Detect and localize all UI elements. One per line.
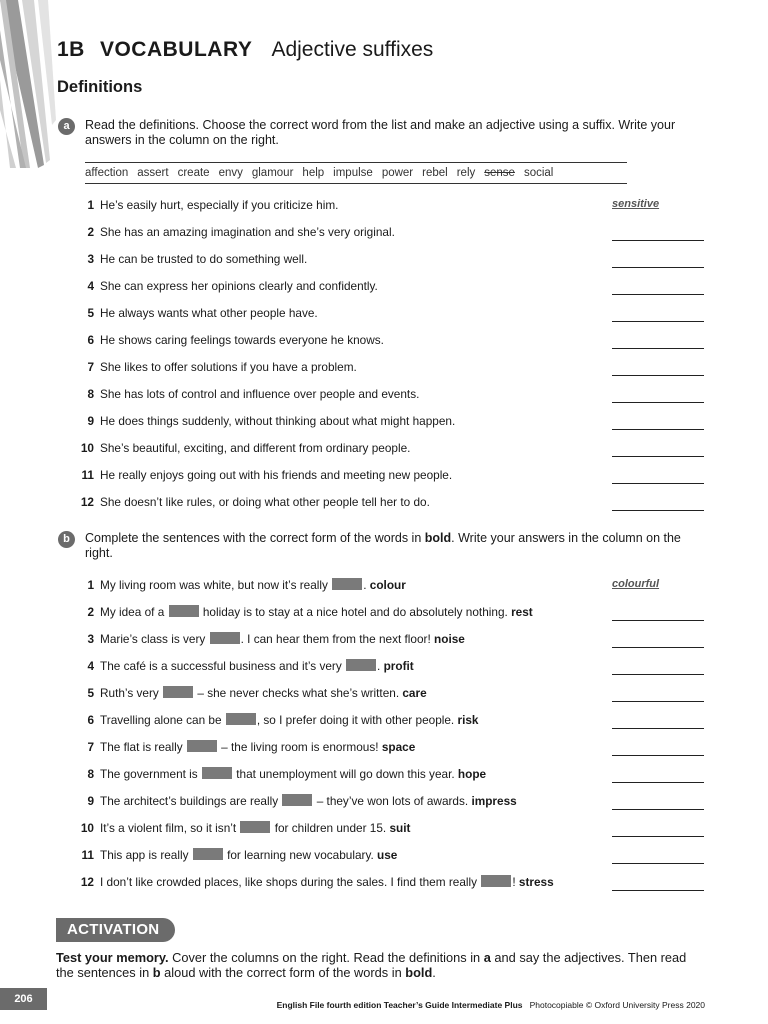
- answer-field[interactable]: colourful: [612, 578, 660, 590]
- base-word: hope: [457, 767, 487, 781]
- gap-box: [169, 605, 199, 617]
- sentence-before: This app is really: [100, 848, 192, 862]
- sentence-text: [100, 578, 406, 592]
- answer-field[interactable]: [612, 848, 704, 864]
- sentence-after: for children under 15.: [271, 821, 390, 835]
- sentence-after: holiday is to stay at a nice hotel and do absolutely nothing.: [199, 605, 512, 619]
- answer-field[interactable]: [612, 794, 704, 810]
- answer-field[interactable]: [612, 659, 704, 675]
- sentence-before: The flat is really: [100, 740, 186, 754]
- item-number: 6: [87, 713, 94, 727]
- answer-field[interactable]: [612, 306, 704, 322]
- answer-field[interactable]: sensitive: [612, 198, 660, 210]
- definition-row: [70, 495, 710, 513]
- sentence-row: [70, 794, 710, 812]
- base-word: care: [402, 686, 427, 700]
- sentence-after: .: [363, 578, 370, 592]
- answer-field[interactable]: [612, 875, 704, 891]
- item-number: 3: [87, 632, 94, 646]
- instruction-b-post: . Write your answers in the column on the right.: [85, 531, 681, 560]
- base-word: space: [381, 740, 416, 754]
- sentence-row: [70, 821, 710, 839]
- item-number: 4: [87, 279, 94, 293]
- exercise-badge-a: a: [58, 118, 75, 135]
- footer-book: English File fourth edition Teacher’s Guide Intermediate Plus: [276, 1000, 523, 1010]
- gap-box: [163, 686, 193, 698]
- sentence-before: My living room was white, but now it’s really: [100, 578, 332, 592]
- page-number: 206: [0, 988, 47, 1010]
- item-number: 10: [80, 441, 94, 455]
- unit-subtitle: Adjective suffixes: [271, 38, 434, 61]
- activation-lead: Test your memory.: [56, 950, 169, 965]
- sentence-row: [70, 605, 710, 623]
- item-number: 11: [81, 468, 94, 482]
- word-list-item: envy: [218, 167, 243, 179]
- sentence-before: It’s a violent film, so it isn’t: [100, 821, 240, 835]
- sentence-row: [70, 767, 710, 785]
- sentence-after: .: [377, 659, 384, 673]
- answer-field[interactable]: [612, 387, 704, 403]
- definition-row: [70, 441, 710, 459]
- answer-field[interactable]: [612, 414, 704, 430]
- definition-text: She’s beautiful, exciting, and different from ordinary people.: [100, 441, 411, 455]
- section-heading: Definitions: [57, 78, 143, 96]
- answer-field[interactable]: [612, 605, 704, 621]
- sentence-after: for learning new vocabulary.: [223, 848, 378, 862]
- activation-t2: and say the adjectives. Then read the sentences in: [56, 950, 687, 980]
- activation-b1: a: [483, 950, 491, 965]
- activation-banner: ACTIVATION: [56, 918, 175, 942]
- sentence-row: [70, 713, 710, 731]
- base-word: colour: [369, 578, 406, 592]
- answer-field[interactable]: [612, 495, 704, 511]
- item-number: 10: [80, 821, 94, 835]
- sentence-text: [100, 767, 486, 781]
- footer: [277, 1000, 705, 1010]
- item-number: 12: [80, 495, 94, 509]
- definition-row: [70, 360, 710, 378]
- word-list-item: impulse: [333, 167, 373, 179]
- answer-field[interactable]: [612, 632, 704, 648]
- gap-box: [282, 794, 312, 806]
- definition-text: She likes to offer solutions if you have a problem.: [100, 360, 357, 374]
- sentence-row: [70, 659, 710, 677]
- sentence-text: [100, 740, 415, 754]
- sentence-before: The café is a successful business and it’s very: [100, 659, 346, 673]
- activation-t3: aloud with the correct form of the words in: [160, 965, 406, 980]
- answer-field[interactable]: [612, 468, 704, 484]
- activation-text: [56, 950, 706, 980]
- gap-box: [332, 578, 362, 590]
- definition-row: [70, 333, 710, 351]
- definition-text: He can be trusted to do something well.: [100, 252, 308, 266]
- item-number: 2: [87, 225, 94, 239]
- sentence-after: , so I prefer doing it with other people.: [256, 713, 458, 727]
- answer-field[interactable]: [612, 441, 704, 457]
- answer-field[interactable]: [612, 360, 704, 376]
- sentence-row: [70, 875, 710, 893]
- item-number: 8: [87, 387, 94, 401]
- item-number: 2: [87, 605, 94, 619]
- word-list-item: help: [302, 167, 325, 179]
- gap-box: [226, 713, 256, 725]
- definition-text: He shows caring feelings towards everyone he knows.: [100, 333, 384, 347]
- item-number: 8: [87, 767, 94, 781]
- definition-row: [70, 414, 710, 432]
- item-number: 7: [87, 360, 94, 374]
- sentence-before: Travelling alone can be: [100, 713, 225, 727]
- item-number: 1: [87, 198, 94, 212]
- exercise-badge-b: b: [58, 531, 75, 548]
- definition-row: [70, 306, 710, 324]
- sentence-after: – they’ve won lots of awards.: [313, 794, 472, 808]
- sentence-text: [100, 686, 427, 700]
- base-word: impress: [471, 794, 517, 808]
- definition-row: [70, 279, 710, 297]
- definition-text: She can express her opinions clearly and confidently.: [100, 279, 378, 293]
- sentence-text: [100, 794, 517, 808]
- definition-text: He really enjoys going out with his friends and meeting new people.: [100, 468, 453, 482]
- definition-row: [70, 387, 710, 405]
- base-word: profit: [383, 659, 414, 673]
- activation-t4: .: [432, 965, 436, 980]
- sentence-row: [70, 686, 710, 704]
- word-list-item: glamour: [251, 167, 294, 179]
- page-header: [57, 38, 433, 62]
- word-list-item: social: [523, 167, 554, 179]
- answer-field[interactable]: [612, 252, 704, 268]
- sentence-row: [70, 578, 710, 596]
- sentence-row: [70, 848, 710, 866]
- sentence-text: [100, 713, 479, 727]
- sentence-before: Marie’s class is very: [100, 632, 209, 646]
- sentence-row: [70, 632, 710, 650]
- base-word: noise: [434, 632, 465, 646]
- sentence-text: [100, 875, 554, 889]
- sentence-row: [70, 740, 710, 758]
- sentence-text: [100, 659, 414, 673]
- answer-field[interactable]: [612, 333, 704, 349]
- corner-decoration: [0, 0, 60, 170]
- sentence-after: !: [512, 875, 519, 889]
- answer-field[interactable]: [612, 279, 704, 295]
- sentence-text: [100, 821, 410, 835]
- base-word: risk: [457, 713, 479, 727]
- gap-box: [210, 632, 240, 644]
- word-list-item: assert: [137, 167, 169, 179]
- sentence-after: – the living room is enormous!: [217, 740, 382, 754]
- instruction-a: Read the definitions. Choose the correct word from the list and make an adjective using a suffix. Write your answers in the column on the right.: [85, 118, 676, 147]
- gap-box: [202, 767, 232, 779]
- sentence-before: My idea of a: [100, 605, 168, 619]
- word-list-item: power: [381, 167, 414, 179]
- word-list-item: affection: [85, 167, 129, 179]
- footer-copyright: Photocopiable © Oxford University Press 2020: [529, 1000, 705, 1010]
- base-word: use: [377, 848, 398, 862]
- gap-box: [187, 740, 217, 752]
- word-list-item: rebel: [422, 167, 448, 179]
- answer-field[interactable]: [612, 686, 704, 702]
- sentence-after: that unemployment will go down this year.: [232, 767, 458, 781]
- answer-field[interactable]: [612, 740, 704, 756]
- word-list-item: rely: [456, 167, 476, 179]
- activation-b3: bold: [405, 965, 433, 980]
- item-number: 1: [87, 578, 94, 592]
- definition-row: [70, 252, 710, 270]
- item-number: 7: [87, 740, 94, 754]
- base-word: stress: [518, 875, 554, 889]
- sentence-before: Ruth’s very: [100, 686, 163, 700]
- definition-text: He does things suddenly, without thinking about what might happen.: [100, 414, 456, 428]
- gap-box: [240, 821, 270, 833]
- sentence-before: The government is: [100, 767, 201, 781]
- definition-text: She doesn’t like rules, or doing what other people tell her to do.: [100, 495, 430, 509]
- item-number: 5: [87, 306, 94, 320]
- definition-row: [70, 198, 710, 216]
- gap-box: [346, 659, 376, 671]
- definition-text: She has an amazing imagination and she’s very original.: [100, 225, 395, 239]
- definition-text: He always wants what other people have.: [100, 306, 318, 320]
- unit-title: VOCABULARY: [99, 38, 253, 61]
- answer-field[interactable]: [612, 767, 704, 783]
- item-number: 12: [80, 875, 94, 889]
- sentence-text: [100, 632, 465, 646]
- unit-code: 1B: [57, 38, 85, 61]
- item-number: 4: [87, 659, 94, 673]
- answer-field[interactable]: [612, 225, 704, 241]
- sentence-before: The architect’s buildings are really: [100, 794, 282, 808]
- item-number: 9: [87, 794, 94, 808]
- word-list-box: [85, 162, 627, 184]
- gap-box: [193, 848, 223, 860]
- definition-row: [70, 225, 710, 243]
- instruction-b: [85, 531, 695, 561]
- item-number: 3: [87, 252, 94, 266]
- item-number: 11: [81, 848, 94, 862]
- word-list-item: sense: [484, 167, 515, 179]
- definition-text: He’s easily hurt, especially if you criticize him.: [100, 198, 339, 212]
- sentence-before: I don’t like crowded places, like shops during the sales. I find them really: [100, 875, 481, 889]
- item-number: 6: [87, 333, 94, 347]
- instruction-b-bold: bold: [424, 531, 452, 545]
- answer-field[interactable]: [612, 821, 704, 837]
- item-number: 5: [87, 686, 94, 700]
- gap-box: [481, 875, 511, 887]
- item-number: 9: [87, 414, 94, 428]
- answer-field[interactable]: [612, 713, 704, 729]
- word-list-item: create: [177, 167, 210, 179]
- activation-t1: Cover the columns on the right. Read the definitions in: [168, 950, 484, 965]
- sentence-after: . I can hear them from the next floor!: [240, 632, 435, 646]
- sentence-after: – she never checks what she’s written.: [194, 686, 403, 700]
- activation-b2: b: [152, 965, 161, 980]
- sentence-text: [100, 605, 533, 619]
- instruction-b-pre: Complete the sentences with the correct form of the words in: [85, 531, 425, 545]
- base-word: rest: [511, 605, 533, 619]
- definition-text: She has lots of control and influence over people and events.: [100, 387, 420, 401]
- sentence-text: [100, 848, 397, 862]
- base-word: suit: [389, 821, 411, 835]
- definition-row: [70, 468, 710, 486]
